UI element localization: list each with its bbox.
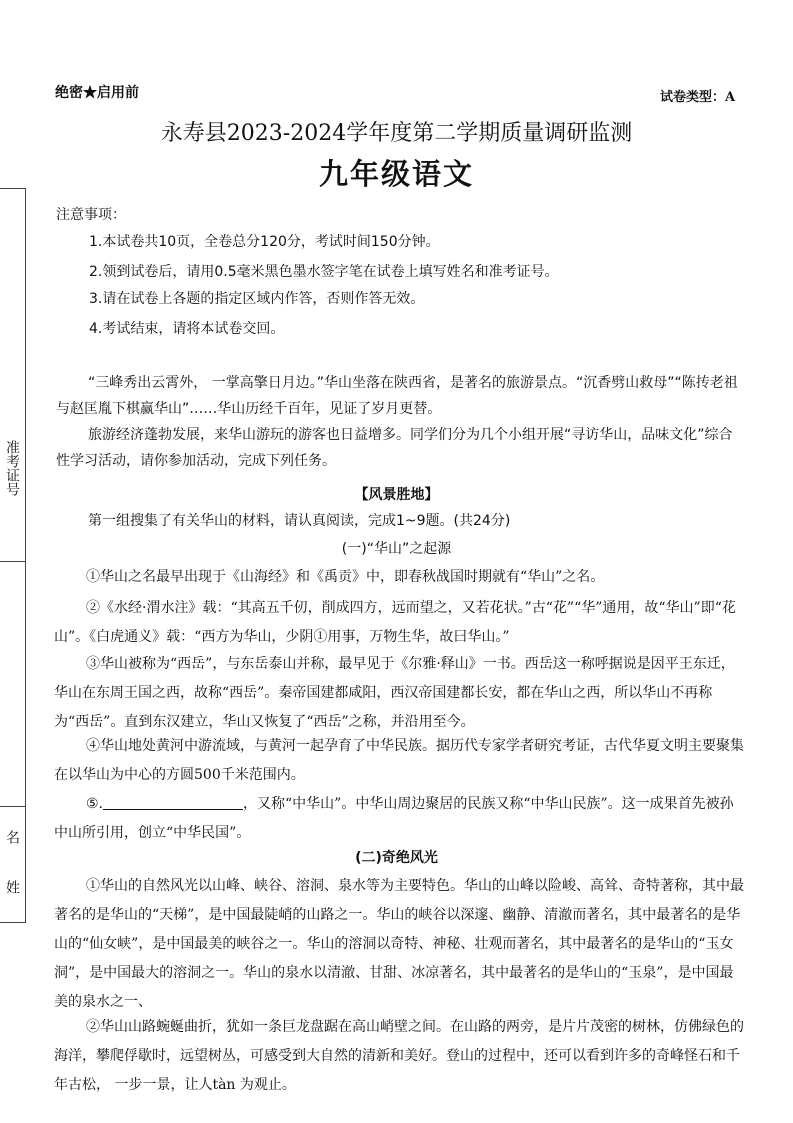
note-item: 2.领到试卷后，请用0.5毫米黑色墨水签字笔在试卷上填写姓名和准考证号。 xyxy=(89,264,559,280)
paper-type: 试卷类型：A xyxy=(660,90,736,105)
intro-paragraph: 旅游经济蓬勃发展，来华山游玩的游客也日益增多。同学们分为几个小组开展“寻访华山，品味文化”综合性学习活动，请你参加活动，完成下列任务。 xyxy=(56,427,733,469)
origin-heading: (一)“华山”之起源 xyxy=(341,541,452,557)
origin-paragraph-fill-blank xyxy=(54,790,744,848)
exam-subject: 九年级语文 xyxy=(318,157,474,191)
note-item: 1.本试卷共10页，全卷总分120分，考试时间150分钟。 xyxy=(89,234,440,250)
origin-5-text: ，又称“中华山”。中华山周边聚居的民族又称“中华山民族”。这一成果首先被孙中山所引用，创立“中华民国”。 xyxy=(54,796,734,841)
notes-heading: 注意事项： xyxy=(56,207,126,223)
name-label-char: 姓 xyxy=(4,880,20,894)
note-item: 3.请在试卷上各题的指定区域内作答，否则作答无效。 xyxy=(89,291,425,307)
scenery-heading: (二)奇绝风光 xyxy=(355,850,438,866)
binding-divider xyxy=(0,922,25,923)
section-instructions: 第一组搜集了有关华山的材料，请认真阅读，完成1~9题。(共24分) xyxy=(88,513,511,529)
intro-paragraph: “三峰秀出云霄外， 一掌高擎日月边。”华山坐落在陕西省，是著名的旅游景点。“沉香劈山救母”“陈抟老祖与赵匡胤下棋赢华山”……华山历经千百年，见证了岁月更替。 xyxy=(56,375,738,417)
binding-divider xyxy=(0,806,25,807)
section-heading: 【风景胜地】 xyxy=(354,487,439,503)
origin-paragraph: ②《水经·渭水注》载：“其高五千仞，削成四方，远而望之，又若花状。”古“花”“华”通用，故“华山”即“花山”。《白虎通义》载：“西方为华山，少阴①用事，万物生华，故曰华山。” xyxy=(54,600,736,645)
origin-paragraph: ③华山被称为“西岳”，与东岳泰山并称，最早见于《尔雅·释山》一书。西岳这一称呼据说是因平王东迁，华山在东周王国之西，故称“西岳”。秦帝国建都咸阳，西汉帝国建都长安，都在华山之西，所以华山不再称为“西岳”。直到东汉建立，华山又恢复了“西岳”之称，并沿用至今。 xyxy=(54,656,735,730)
exam-title: 永寿县2023-2024学年度第二学期质量调研监测 xyxy=(160,121,633,146)
binding-divider xyxy=(0,561,25,562)
origin-5-prefix: ⑤. xyxy=(86,796,104,812)
scenery-paragraph: ①华山的自然风光以山峰、峡谷、溶洞、泉水等为主要特色。华山的山峰以险峻、高耸、奇特著称，其中最著名的是华山的“天梯”，是中国最陡峭的山路之一。华山的峡谷以深邃、幽静、清澈而著名，其中最著名的是华山的“仙女峡”，是中国最美的峡谷之一。华山的溶洞以奇特、神秘、壮观而著名，其中最著名的是华山的“玉女洞”，是中国最大的溶洞之一。华山的泉水以清澈、甘甜、冰凉著名，其中最著名的是华山的“玉泉”，是中国最美的泉水之一、 xyxy=(54,878,744,1010)
note-item: 4.考试结束，请将本试卷交回。 xyxy=(89,321,285,337)
binding-divider xyxy=(0,188,25,189)
origin-paragraph: ①华山之名最早出现于《山海经》和《禹贡》中，即春秋战国时期就有“华山”之名。 xyxy=(86,569,605,585)
name-label-char: 名 xyxy=(4,830,20,844)
origin-paragraph: ④华山地处黄河中游流域，与黄河一起孕育了中华民族。据历代专家学者研究考证，古代华夏文明主要聚集在以华山为中心的方圆500千米范围内。 xyxy=(54,738,744,783)
confidential-mark: 绝密★启用前 xyxy=(55,85,139,101)
answer-blank[interactable] xyxy=(103,793,243,810)
scenery-paragraph: ②华山山路蜿蜒曲折，犹如一条巨龙盘踞在高山峭壁之间。在山路的两旁，是片片茂密的树林，仿佛绿色的海洋，攀爬俘歇时，远望树丛，可感受到大自然的清新和美好。登山的过程中，还可以看到许多的奇峰怪石和千年古松， 一步一景，让人tàn 为观止。 xyxy=(54,1019,744,1093)
exam-number-label: 准考证号 xyxy=(4,440,20,496)
